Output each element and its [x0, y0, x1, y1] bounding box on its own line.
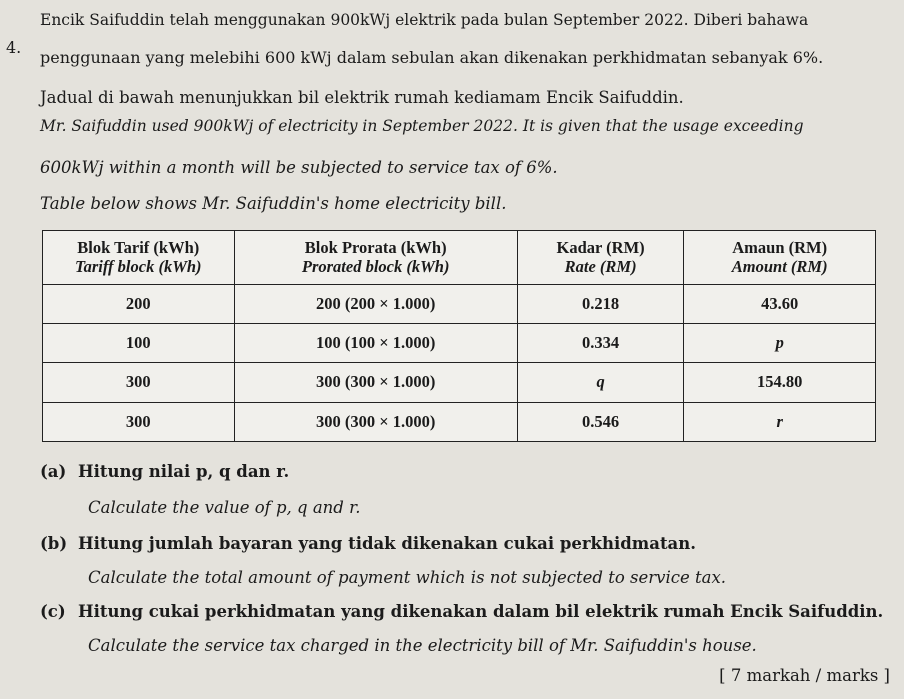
part-c-ms: [40, 602, 883, 622]
header-en: Amount (RM): [731, 257, 828, 277]
table-cell: 300: [43, 363, 235, 402]
header-rate: [517, 231, 684, 285]
table-cell: 0.334: [517, 323, 684, 362]
table-cell: p: [684, 323, 876, 362]
part-b-ms: [40, 534, 696, 554]
table-cell: 200: [43, 284, 235, 323]
question-number: 4.: [6, 38, 22, 57]
table-cell: 100: [43, 323, 235, 362]
part-c-en: Calculate the service tax charged in the electricity bill of Mr. Saifuddin's house.: [88, 636, 757, 655]
part-a-ms: [40, 462, 289, 482]
table-cell: 0.546: [517, 402, 684, 441]
table-cell: 300 (300 × 1.000): [234, 402, 517, 441]
header-tariff-block: [43, 231, 235, 285]
part-text: Hitung jumlah bayaran yang tidak dikenakan cukai perkhidmatan.: [78, 534, 696, 553]
table-cell: 100 (100 × 1.000): [234, 323, 517, 362]
header-ms: Blok Prorata (kWh): [304, 238, 447, 258]
header-ms: Blok Tarif (kWh): [77, 238, 200, 258]
header-prorated-block: [234, 231, 517, 285]
electricity-bill-table: [42, 230, 876, 442]
table-row: [43, 363, 876, 402]
part-label: (c): [40, 602, 66, 621]
table-header-row: [43, 231, 876, 285]
marks-label: [ 7 markah / marks ]: [719, 666, 890, 685]
header-ms: Amaun (RM): [732, 238, 828, 258]
table-cell: r: [684, 402, 876, 441]
intro-en-line-1: Mr. Saifuddin used 900kWj of electricity in September 2022. It is given that the usage exceeding: [40, 117, 804, 135]
table-row: [43, 323, 876, 362]
table-cell: 154.80: [684, 363, 876, 402]
table-row: [43, 402, 876, 441]
part-text: Hitung nilai p, q dan r.: [78, 462, 290, 481]
intro-en-line-3: Table below shows Mr. Saifuddin's home electricity bill.: [40, 194, 507, 213]
table-cell: q: [517, 363, 684, 402]
part-label: (a): [40, 462, 67, 481]
header-ms: Kadar (RM): [556, 238, 645, 258]
table-cell: 43.60: [684, 284, 876, 323]
part-label: (b): [40, 534, 68, 553]
table-cell: 0.218: [517, 284, 684, 323]
intro-ms-line-2: penggunaan yang melebihi 600 kWj dalam sebulan akan dikenakan perkhidmatan sebanyak 6%.: [40, 48, 824, 67]
part-b-en: Calculate the total amount of payment which is not subjected to service tax.: [88, 568, 726, 587]
header-amount: [684, 231, 876, 285]
table-cell: 200 (200 × 1.000): [234, 284, 517, 323]
header-en: Rate (RM): [564, 257, 637, 277]
part-a-en: Calculate the value of p, q and r.: [88, 498, 361, 517]
intro-en-line-2: 600kWj within a month will be subjected to service tax of 6%.: [40, 158, 558, 177]
part-text: Hitung cukai perkhidmatan yang dikenakan dalam bil elektrik rumah Encik Saifuddin.: [78, 602, 884, 621]
header-en: Prorated block (kWh): [301, 257, 450, 277]
table-cell: 300 (300 × 1.000): [234, 363, 517, 402]
intro-ms-line-1: Encik Saifuddin telah menggunakan 900kWj elektrik pada bulan September 2022. Diberi bahawa: [40, 11, 809, 29]
header-en: Tariff block (kWh): [75, 257, 202, 277]
table-cell: 300: [43, 402, 235, 441]
intro-ms-line-3: Jadual di bawah menunjukkan bil elektrik rumah kediamam Encik Saifuddin.: [40, 88, 684, 107]
table-row: [43, 284, 876, 323]
